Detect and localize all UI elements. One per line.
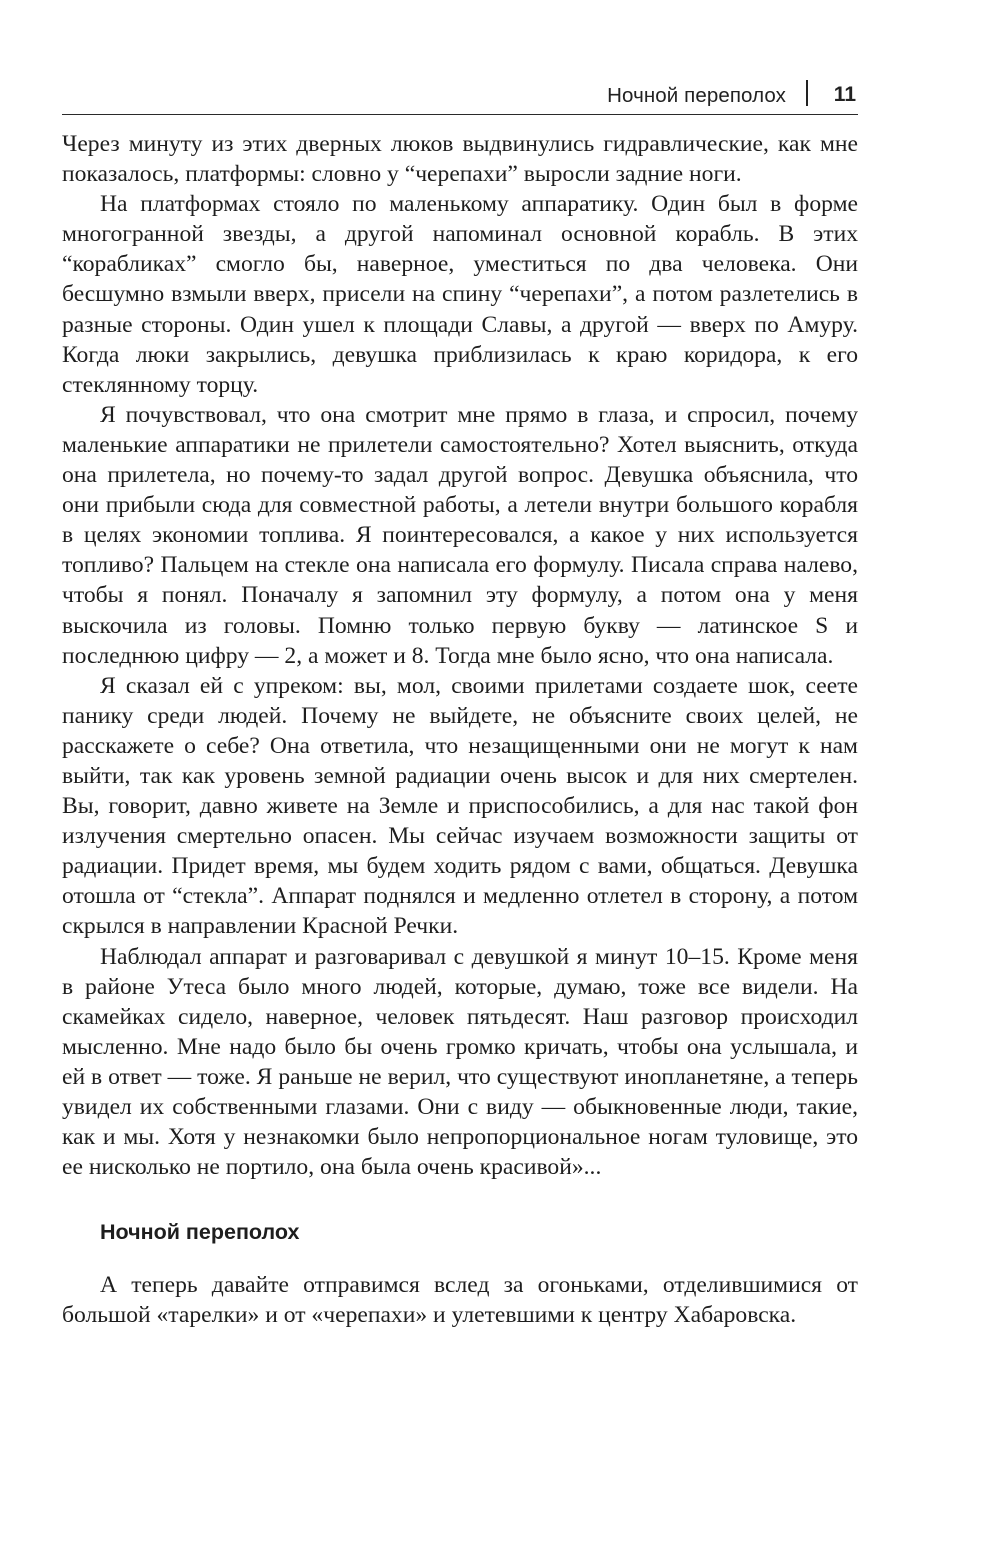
- body-text: [62, 129, 858, 1182]
- paragraph-2: На платформах стояло по маленькому аппаратику. Один был в форме многогранной звезды, а другой напоминал основной корабль. В этих “корабликах” смогло бы, наверное, уместиться по два человека. Они бесшумно взмыли вверх, присели на спину “черепахи”, а потом разлетелись в разные стороны. Один ушел к площади Славы, а другой — вверх по Амуру. Когда люки закрылись, девушка приблизилась к краю коридора, к его стеклянному торцу.: [62, 191, 858, 398]
- paragraph-1: Через минуту из этих дверных люков выдвинулись гидравлические, как мне показалось, платформы: словно у “черепахи” выросли задние ноги.: [62, 131, 858, 188]
- paragraph-4: Я сказал ей с упреком: вы, мол, своими прилетами создаете шок, сеете панику среди людей. Почему не выйдете, не объясните своих целей, не расскажете о себе? Она ответила, что незащищенными они не могут к нам выйти, так как уровень земной радиации очень высок и для них смертелен. Вы, говорит, давно живете на Земле и приспособились, а для нас такой фон излучения смертельно опасен. Мы сейчас изучаем возможности защиты от радиации. Придет время, мы будем ходить рядом с вами, общаться. Девушка отошла от “стекла”. Аппарат поднялся и медленно отлетел в сторону, а потом скрылся в направлении Красной Речки.: [62, 672, 858, 940]
- section-body: [62, 1270, 858, 1330]
- header-separator: [806, 80, 808, 106]
- page-number: 11: [833, 83, 856, 106]
- running-header: [62, 70, 858, 115]
- section-title: Ночной переполох: [100, 1220, 300, 1245]
- running-header-title: Ночной переполох: [607, 84, 786, 107]
- book-page: [62, 70, 858, 1330]
- section-paragraph: А теперь давайте отправимся вслед за огоньками, отделившимися от большой «тарелки» и от «черепахи» и улетевшими к центру Хабаровска.: [62, 1272, 858, 1329]
- paragraph-5: Наблюдал аппарат и разговаривал с девушкой я минут 10–15. Кроме меня в районе Утеса было много людей, которые, думаю, тоже все видели. На скамейках сидело, наверное, человек пятьдесят. Наш разговор происходил мысленно. Мне надо было бы очень громко кричать, чтобы она услышала, и ей в ответ — тоже. Я раньше не верил, что существуют инопланетяне, а теперь увидел их собственными глазами. Они с виду — обыкновенные люди, такие, как и мы. Хотя у незнакомки было непропорциональное ногам туловище, это ее нисколько не портило, она была очень красивой»...: [62, 943, 858, 1181]
- paragraph-3: Я почувствовал, что она смотрит мне прямо в глаза, и спросил, почему маленькие аппаратики не прилетели самостоятельно? Хотел выяснить, откуда она прилетела, но почему-то задал другой вопрос. Девушка объяснила, что они прибыли сюда для совместной работы, а летели внутри большого корабля в целях экономии топлива. Я поинтересовался, а какое у них используется топливо? Пальцем на стекле она написала его формулу. Писала справа налево, чтобы я понял. Поначалу я запомнил эту формулу, а потом она у меня выскочила из головы. Помню только первую букву — латинское S и последнюю цифру — 2, а может и 8. Тогда мне было ясно, что она написала.: [62, 401, 858, 669]
